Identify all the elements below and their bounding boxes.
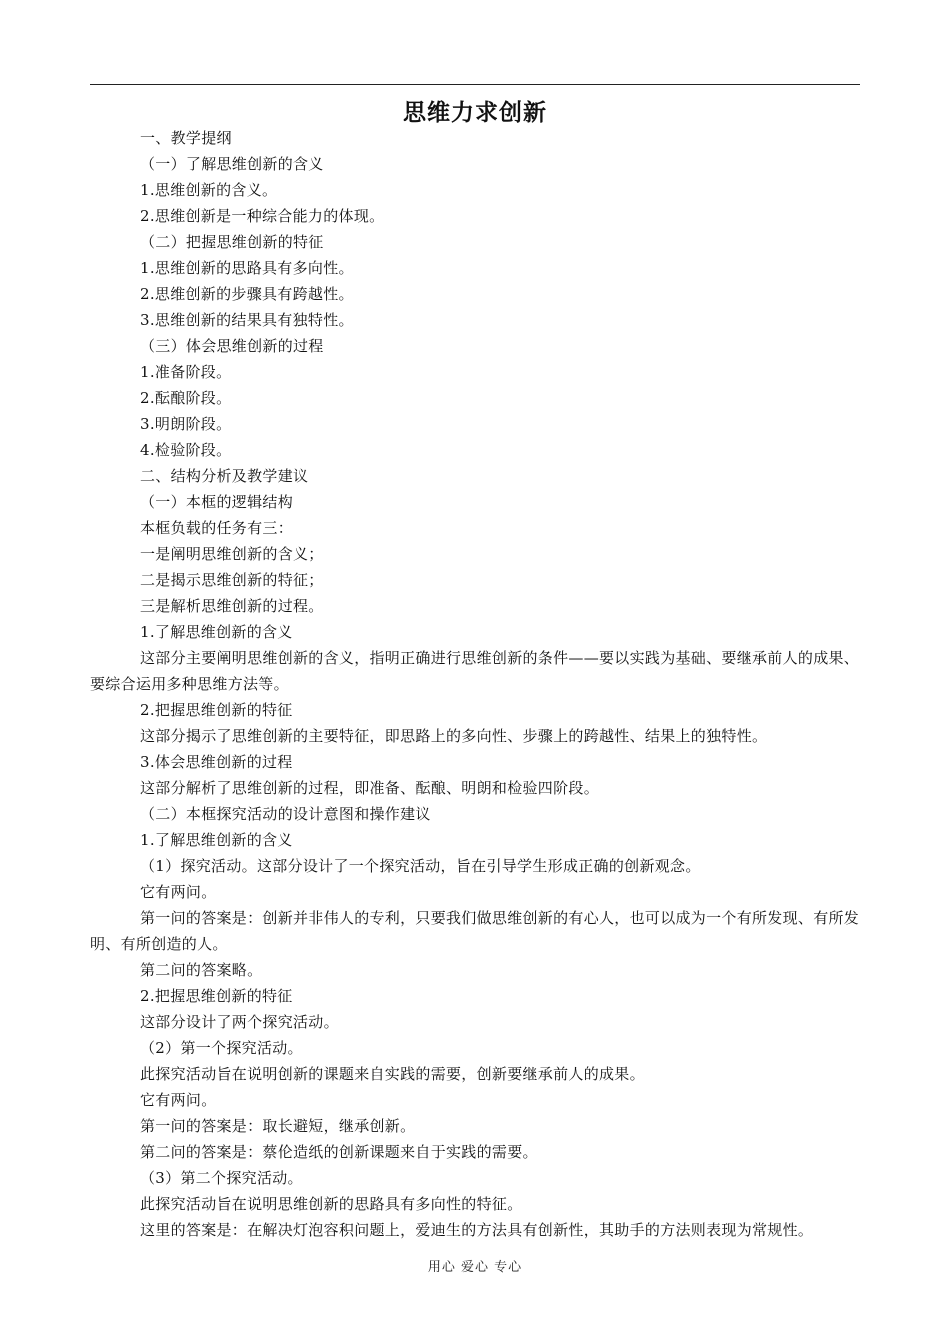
paragraph: 三是解析思维创新的过程。 (140, 597, 324, 615)
paragraph: 2.酝酿阶段。 (140, 389, 232, 407)
document-title: 思维力求创新 (403, 100, 547, 126)
paragraph: 4.检验阶段。 (140, 441, 232, 459)
paragraph: 这里的答案是：在解决灯泡容积问题上，爱迪生的方法具有创新性，其助手的方法则表现为常规性。 (140, 1221, 814, 1239)
paragraph: 一、教学提纲 (140, 129, 232, 147)
paragraph: 1.了解思维创新的含义 (140, 831, 293, 849)
paragraph: 1.准备阶段。 (140, 363, 232, 381)
paragraph: 2.把握思维创新的特征 (140, 701, 293, 719)
paragraph: 这部分揭示了思维创新的主要特征，即思路上的多向性、步骤上的跨越性、结果上的独特性。 (140, 727, 768, 745)
paragraph: 3.明朗阶段。 (140, 415, 232, 433)
paragraph: 1.思维创新的思路具有多向性。 (140, 259, 354, 277)
paragraph: （二）本框探究活动的设计意图和操作建议 (140, 805, 431, 823)
paragraph: （2）第一个探究活动。 (140, 1039, 303, 1057)
paragraph: 2.思维创新的步骤具有跨越性。 (140, 285, 354, 303)
paragraph: 1.思维创新的含义。 (140, 181, 278, 199)
paragraph: 2.把握思维创新的特征 (140, 987, 293, 1005)
paragraph: （一）本框的逻辑结构 (140, 493, 294, 511)
paragraph: （1）探究活动。这部分设计了一个探究活动，旨在引导学生形成正确的创新观念。 (140, 857, 701, 875)
paragraph: （3）第二个探究活动。 (140, 1169, 303, 1187)
paragraph: 此探究活动旨在说明创新的课题来自实践的需要，创新要继承前人的成果。 (140, 1065, 645, 1083)
paragraph: 3.思维创新的结果具有独特性。 (140, 311, 354, 329)
paragraph: （三）体会思维创新的过程 (140, 337, 324, 355)
header-rule (90, 84, 860, 85)
paragraph: 3.体会思维创新的过程 (140, 753, 293, 771)
paragraph: （二）把握思维创新的特征 (140, 233, 324, 251)
paragraph: 2.思维创新是一种综合能力的体现。 (140, 207, 385, 225)
paragraph: 第一问的答案是：取长避短，继承创新。 (140, 1117, 416, 1135)
paragraph: 本框负载的任务有三： (140, 519, 294, 537)
paragraph: （一）了解思维创新的含义 (140, 155, 324, 173)
paragraph: 二是揭示思维创新的特征； (140, 571, 324, 589)
paragraph: 一是阐明思维创新的含义； (140, 545, 324, 563)
paragraph: 1.了解思维创新的含义 (140, 623, 293, 641)
paragraph: 它有两问。 (140, 883, 217, 901)
paragraph: 这部分设计了两个探究活动。 (140, 1013, 339, 1031)
paragraph: 这部分主要阐明思维创新的含义，指明正确进行思维创新的条件——要以实践为基础、要继承前人的成果、要综合运用多种思维方法等。 (90, 649, 860, 693)
paragraph: 第二问的答案是：蔡伦造纸的创新课题来自于实践的需要。 (140, 1143, 538, 1161)
page-footer: 用心 爱心 专心 (427, 1260, 523, 1275)
paragraph: 这部分解析了思维创新的过程，即准备、酝酿、明朗和检验四阶段。 (140, 779, 600, 797)
document-body (90, 125, 860, 1243)
paragraph: 第一问的答案是：创新并非伟人的专利，只要我们做思维创新的有心人，也可以成为一个有所发现、有所发明、有所创造的人。 (90, 909, 860, 953)
paragraph: 它有两问。 (140, 1091, 217, 1109)
paragraph: 二、结构分析及教学建议 (140, 467, 309, 485)
paragraph: 第二问的答案略。 (140, 961, 263, 979)
paragraph: 此探究活动旨在说明思维创新的思路具有多向性的特征。 (140, 1195, 523, 1213)
